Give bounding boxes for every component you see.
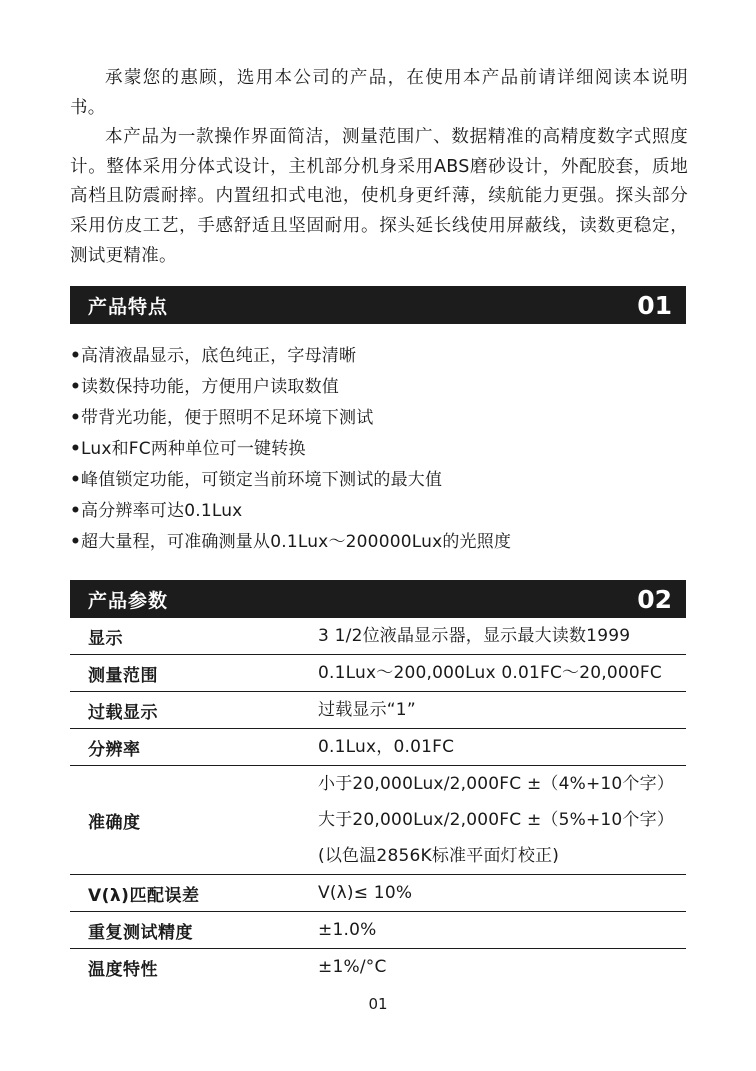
feature-text: 超大量程，可准确测量从0.1Lux～200000Lux的光照度 <box>81 532 512 552</box>
feature-text: 读数保持功能，方便用户读取数值 <box>81 377 339 397</box>
table-row <box>70 766 686 875</box>
bullet-icon: • <box>70 470 82 490</box>
params-section-number: 02 <box>637 584 672 614</box>
intro-paragraph: 承蒙您的惠顾，选用本公司的产品，在使用本产品前请详细阅读本说明书。 <box>70 68 688 118</box>
param-label: 分辨率 <box>70 729 300 766</box>
features-section-title: 产品特点 <box>88 295 169 318</box>
table-row <box>70 875 686 912</box>
param-value-line: 大于20,000Lux/2,000FC ±（5%+10个字） <box>318 810 675 830</box>
table-row <box>70 655 686 692</box>
param-value-line: 0.1Lux～200,000Lux 0.01FC～20,000FC <box>318 663 662 683</box>
bullet-icon: • <box>70 377 82 397</box>
table-row <box>70 912 686 949</box>
param-value <box>300 655 686 692</box>
feature-text: 带背光功能，便于照明不足环境下测试 <box>81 408 374 428</box>
table-row <box>70 692 686 729</box>
param-value <box>300 729 686 766</box>
param-value-line: 3 1/2位液晶显示器，显示最大读数1999 <box>318 626 631 646</box>
bullet-icon: • <box>70 501 82 521</box>
bullet-icon: • <box>70 532 82 552</box>
param-label: 温度特性 <box>88 959 158 980</box>
param-value-line: ±1.0% <box>318 920 377 940</box>
params-table <box>70 618 686 985</box>
feature-item <box>70 403 688 434</box>
param-value <box>300 949 686 986</box>
table-row <box>70 729 686 766</box>
bullet-icon: • <box>70 408 82 428</box>
param-label: 准确度 <box>70 766 300 875</box>
feature-item <box>70 372 688 403</box>
bullet-icon: • <box>70 439 82 459</box>
features-section-number: 01 <box>637 290 672 320</box>
param-value <box>300 766 686 875</box>
feature-item <box>70 527 688 558</box>
feature-item <box>70 434 688 465</box>
param-label: 过载显示 <box>70 692 300 729</box>
param-value <box>300 618 686 655</box>
feature-text: 高分辨率可达0.1Lux <box>81 501 243 521</box>
params-section-title: 产品参数 <box>88 589 169 612</box>
feature-item <box>70 496 688 527</box>
param-value <box>300 692 686 729</box>
param-value <box>300 912 686 949</box>
param-value-line: 0.1Lux，0.01FC <box>318 737 455 757</box>
param-value-line: V(λ)≤ 10% <box>318 883 413 903</box>
feature-text: 峰值锁定功能，可锁定当前环境下测试的最大值 <box>81 470 443 490</box>
param-value-line: 过载显示“1” <box>318 700 416 720</box>
bullet-icon: • <box>70 346 82 366</box>
features-list <box>70 341 688 558</box>
feature-item <box>70 465 688 496</box>
intro-paragraph: 本产品为一款操作界面简洁，测量范围广、数据精准的高精度数字式照度计。整体采用分体式设计，主机部分机身采用ABS磨砂设计，外配胶套，质地高档且防震耐摔。内置纽扣式电池，使机身更纤薄，续航能力更强。探头部分采用仿皮工艺，手感舒适且坚固耐用。探头延长线使用屏蔽线，读数更稳定，测试更精准。 <box>70 127 688 266</box>
intro-section <box>70 64 688 271</box>
feature-text: Lux和FC两种单位可一键转换 <box>81 439 306 459</box>
feature-item <box>70 341 688 372</box>
param-label: 重复测试精度 <box>70 912 300 949</box>
table-row <box>70 949 686 986</box>
feature-text: 高清液晶显示，底色纯正，字母清晰 <box>81 346 357 366</box>
param-value-line: 小于20,000Lux/2,000FC ±（4%+10个字） <box>318 774 675 794</box>
param-label: V(λ)匹配误差 <box>70 875 300 912</box>
table-row <box>70 618 686 655</box>
param-label: 显示 <box>70 618 300 655</box>
param-value-line: (以色温2856K标准平面灯校正) <box>318 846 560 866</box>
params-section-header <box>70 580 686 618</box>
param-value <box>300 875 686 912</box>
page-number: 01 <box>368 995 388 1013</box>
param-label: 测量范围 <box>70 655 300 692</box>
param-value-line: ±1%/°C <box>318 957 387 977</box>
features-section-header <box>70 286 686 324</box>
